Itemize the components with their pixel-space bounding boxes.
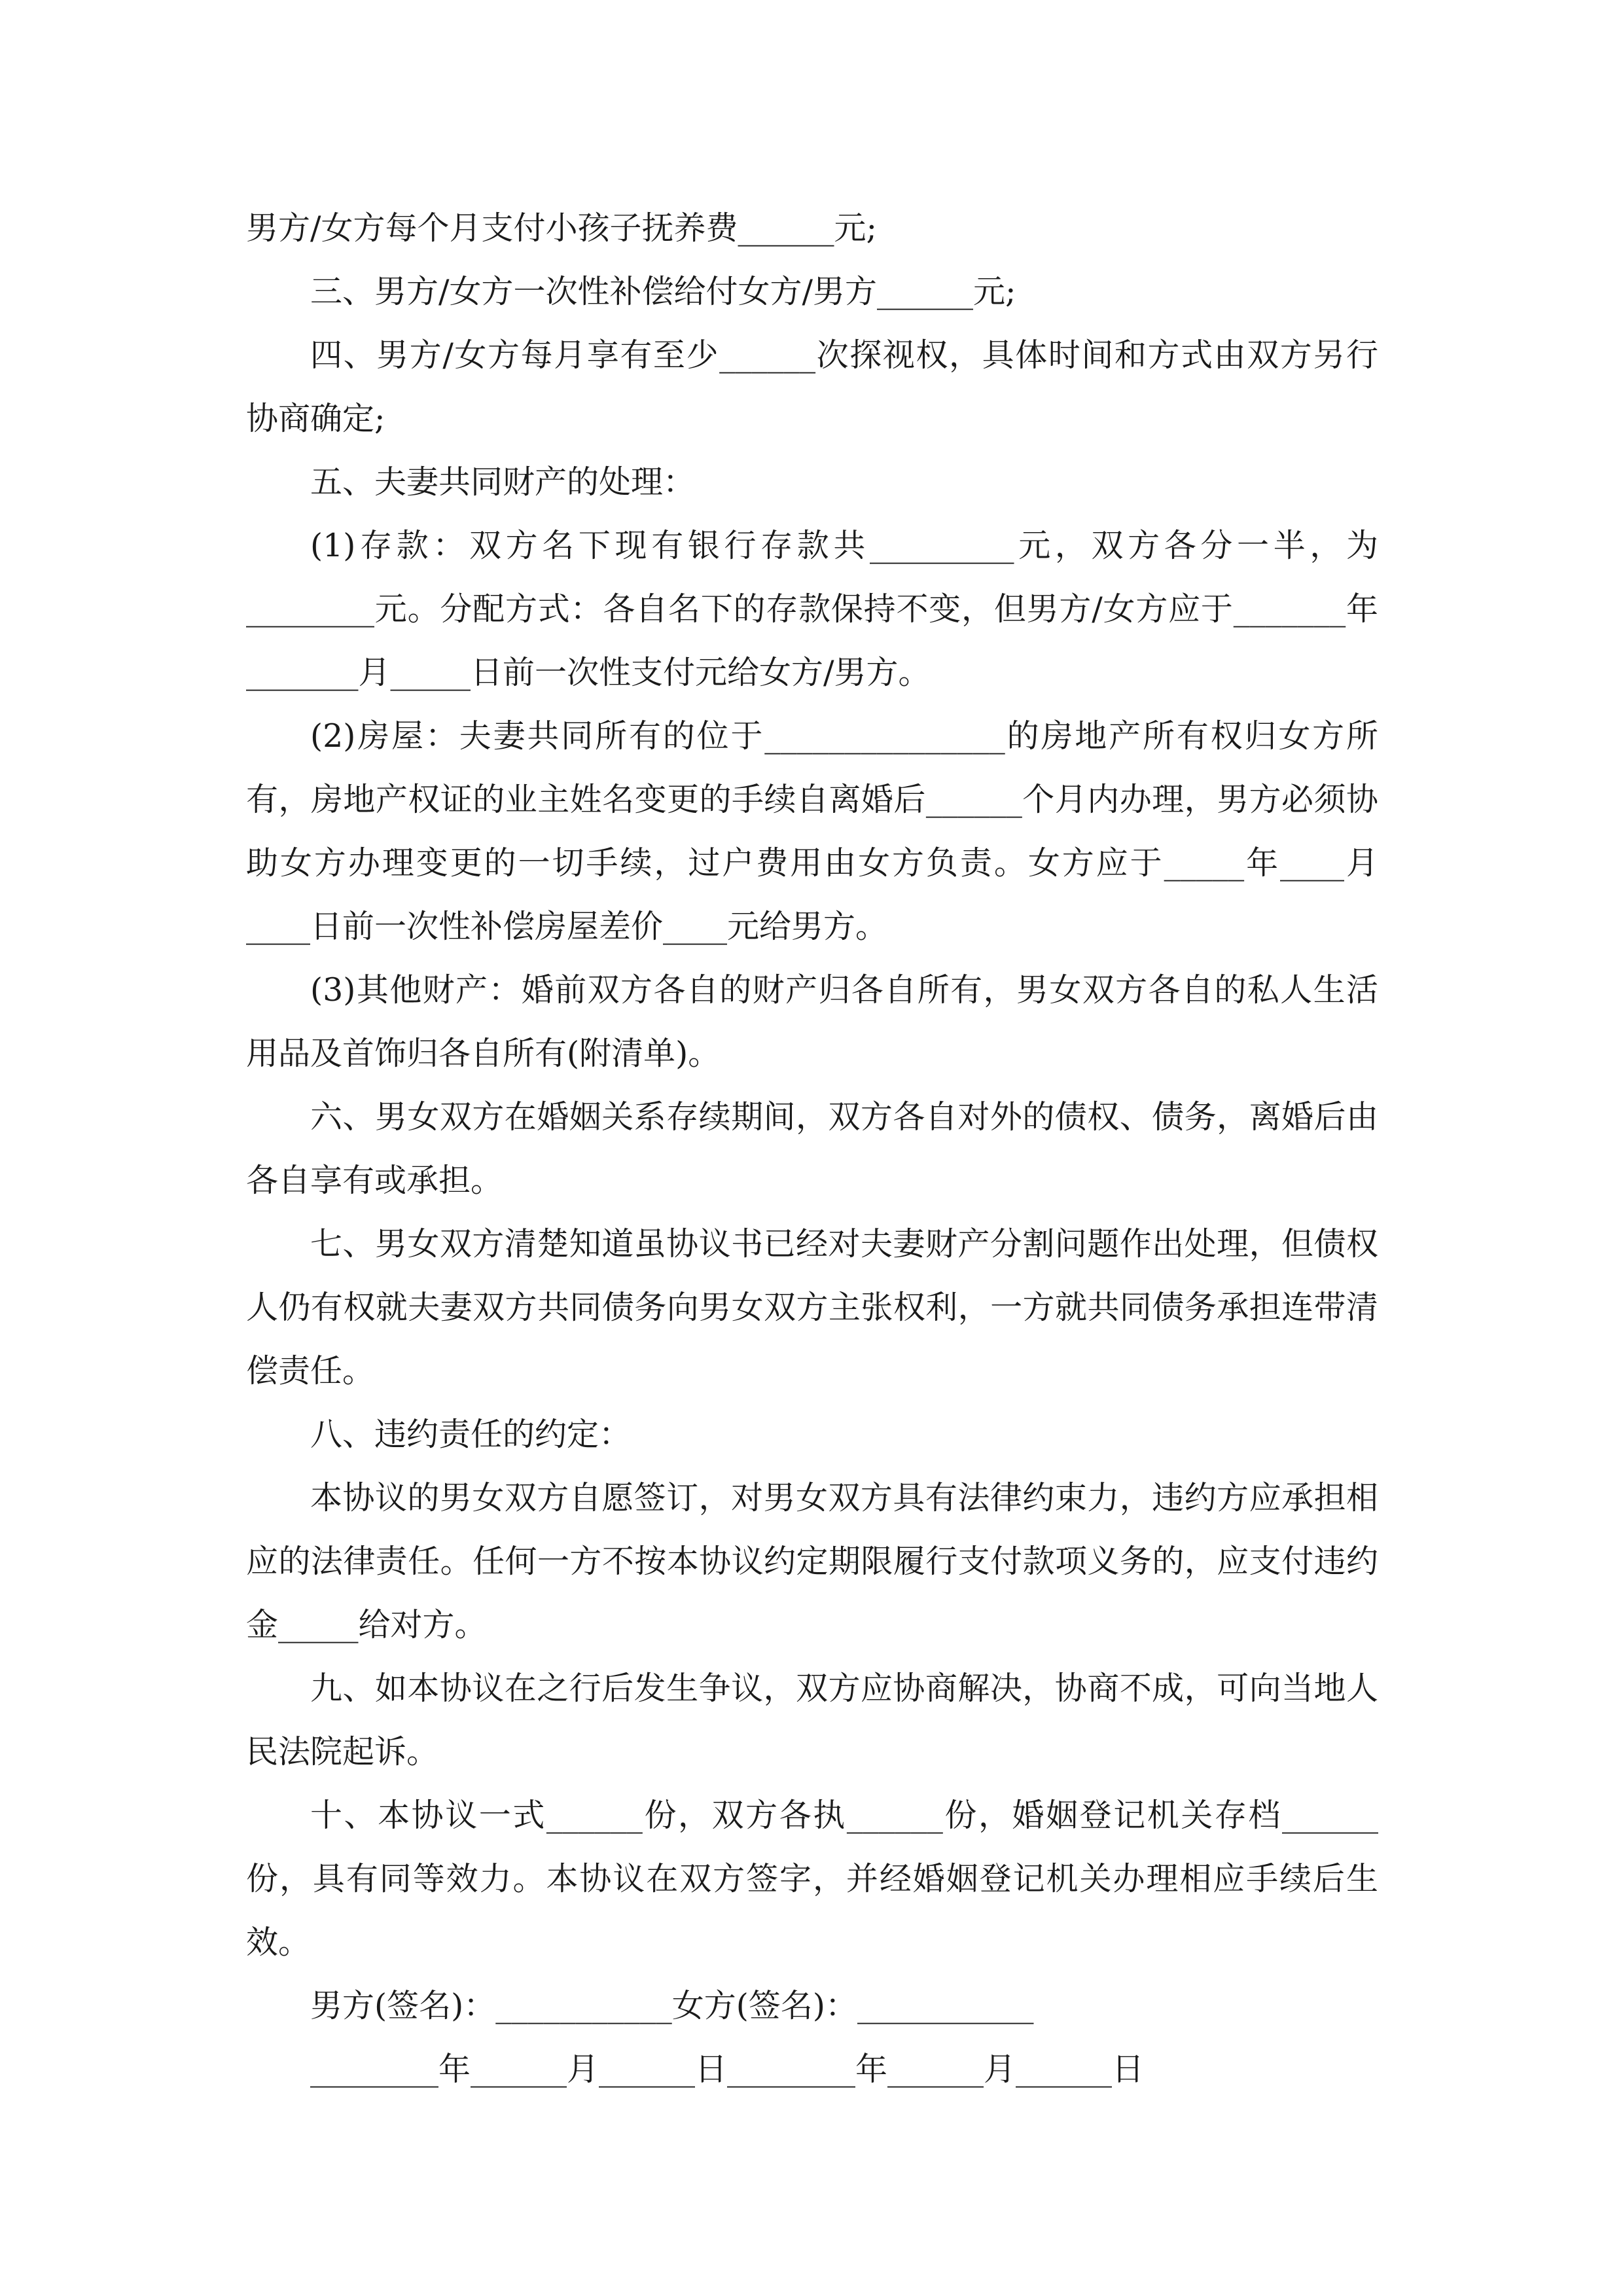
paragraph: 七、男女双方清楚知道虽协议书已经对夫妻财产分割问题作出处理，但债权人仍有权就夫妻双方共同债务向男女双方主张权利，一方就共同债务承担连带清偿责任。 — [246, 1225, 1378, 1390]
section-heading: 八、违约责任的约定： — [310, 1416, 632, 1453]
paragraph: 三、男方/女方一次性补偿给付女方/男方______元; — [310, 273, 1016, 310]
paragraph: (3)其他财产：婚前双方各自的财产归各自所有，男女双方各自的私人生活用品及首饰归各自所有(附清单)。 — [246, 971, 1378, 1072]
section-heading: 五、夫妻共同财产的处理： — [310, 463, 696, 501]
document-body — [246, 196, 1378, 2101]
paragraph: 九、如本协议在之行后发生争议，双方应协商解决，协商不成，可向当地人民法院起诉。 — [246, 1670, 1378, 1770]
paragraph: 十、本协议一式______份，双方各执______份，婚姻登记机关存档______份，具有同等效力。本协议在双方签字，并经婚姻登记机关办理相应手续后生效。 — [246, 1797, 1378, 1961]
signature-line: 男方(签名)：___________女方(签名)：___________ — [310, 1987, 1034, 2024]
paragraph: 六、男女双方在婚姻关系存续期间，双方各自对外的债权、债务，离婚后由各自享有或承担。 — [246, 1098, 1378, 1199]
paragraph: 本协议的男女双方自愿签订，对男女双方具有法律约束力，违约方应承担相应的法律责任。任何一方不按本协议约定期限履行支付款项义务的，应支付违约金_____给对方。 — [246, 1479, 1378, 1643]
date-line: ________年______月______日________年______月______日 — [310, 2051, 1144, 2088]
paragraph: 男方/女方每个月支付小孩子抚养费______元; — [246, 209, 878, 247]
paragraph: (1)存款：双方名下现有银行存款共_________元，双方各分一半，为________元。分配方式：各自名下的存款保持不变，但男方/女方应于_______年_______月_____日前一次性支付元给女方/男方。 — [246, 527, 1378, 691]
paragraph: 四、男方/女方每月享有至少______次探视权，具体时间和方式由双方另行协商确定; — [246, 336, 1378, 437]
paragraph: (2)房屋：夫妻共同所有的位于_______________的房地产所有权归女方所有，房地产权证的业主姓名变更的手续自离婚后______个月内办理，男方必须协助女方办理变更的一切手续，过户费用由女方负责。女方应于_____年____月____日前一次性补偿房屋差价____元给男方。 — [246, 717, 1378, 945]
